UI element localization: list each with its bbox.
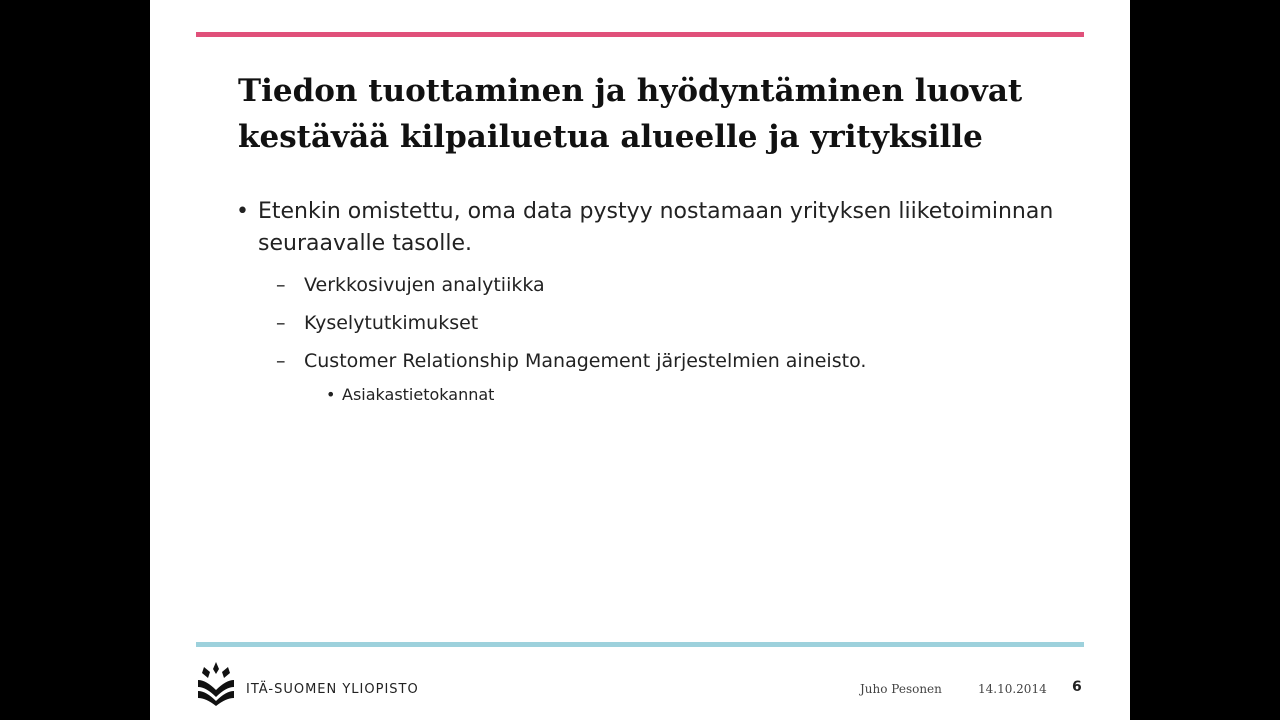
footer-date: 14.10.2014 [978,682,1047,696]
sub-item-analytics [236,272,1096,298]
university-logo-icon [196,660,236,706]
sub-item-surveys [236,310,1096,336]
footer-author: Juho Pesonen [860,682,942,696]
sub-item-text: Customer Relationship Management järjestelmien aineisto. [304,350,867,372]
slide [150,0,1130,720]
page-number: 6 [1072,679,1082,695]
sub-sub-item-customer-databases [236,384,1096,406]
sub-item-crm [236,348,1096,374]
bullet-symbol: • [326,385,336,404]
bullet-symbol: • [236,199,249,224]
dash-symbol: – [276,312,286,334]
sub-item-text: Verkkosivujen analytiikka [304,274,545,296]
sub-item-text: Kyselytutkimukset [304,312,479,334]
bottom-accent-rule [196,642,1084,647]
sub-sub-item-text: Asiakastietokannat [342,385,495,404]
slide-title: Tiedon tuottaminen ja hyödyntäminen luovat kestävää kilpailuetua alueelle ja yrityksille [238,73,1023,155]
bullet-item [236,196,1096,260]
top-accent-rule [196,32,1084,37]
slide-body [236,196,1096,406]
dash-symbol: – [276,350,286,372]
bullet-text: Etenkin omistettu, oma data pystyy nostamaan yrityksen liiketoiminnan seuraavalle tasolle. [258,199,1054,256]
logo-text: ITÄ-SUOMEN YLIOPISTO [246,682,419,697]
dash-symbol: – [276,274,286,296]
